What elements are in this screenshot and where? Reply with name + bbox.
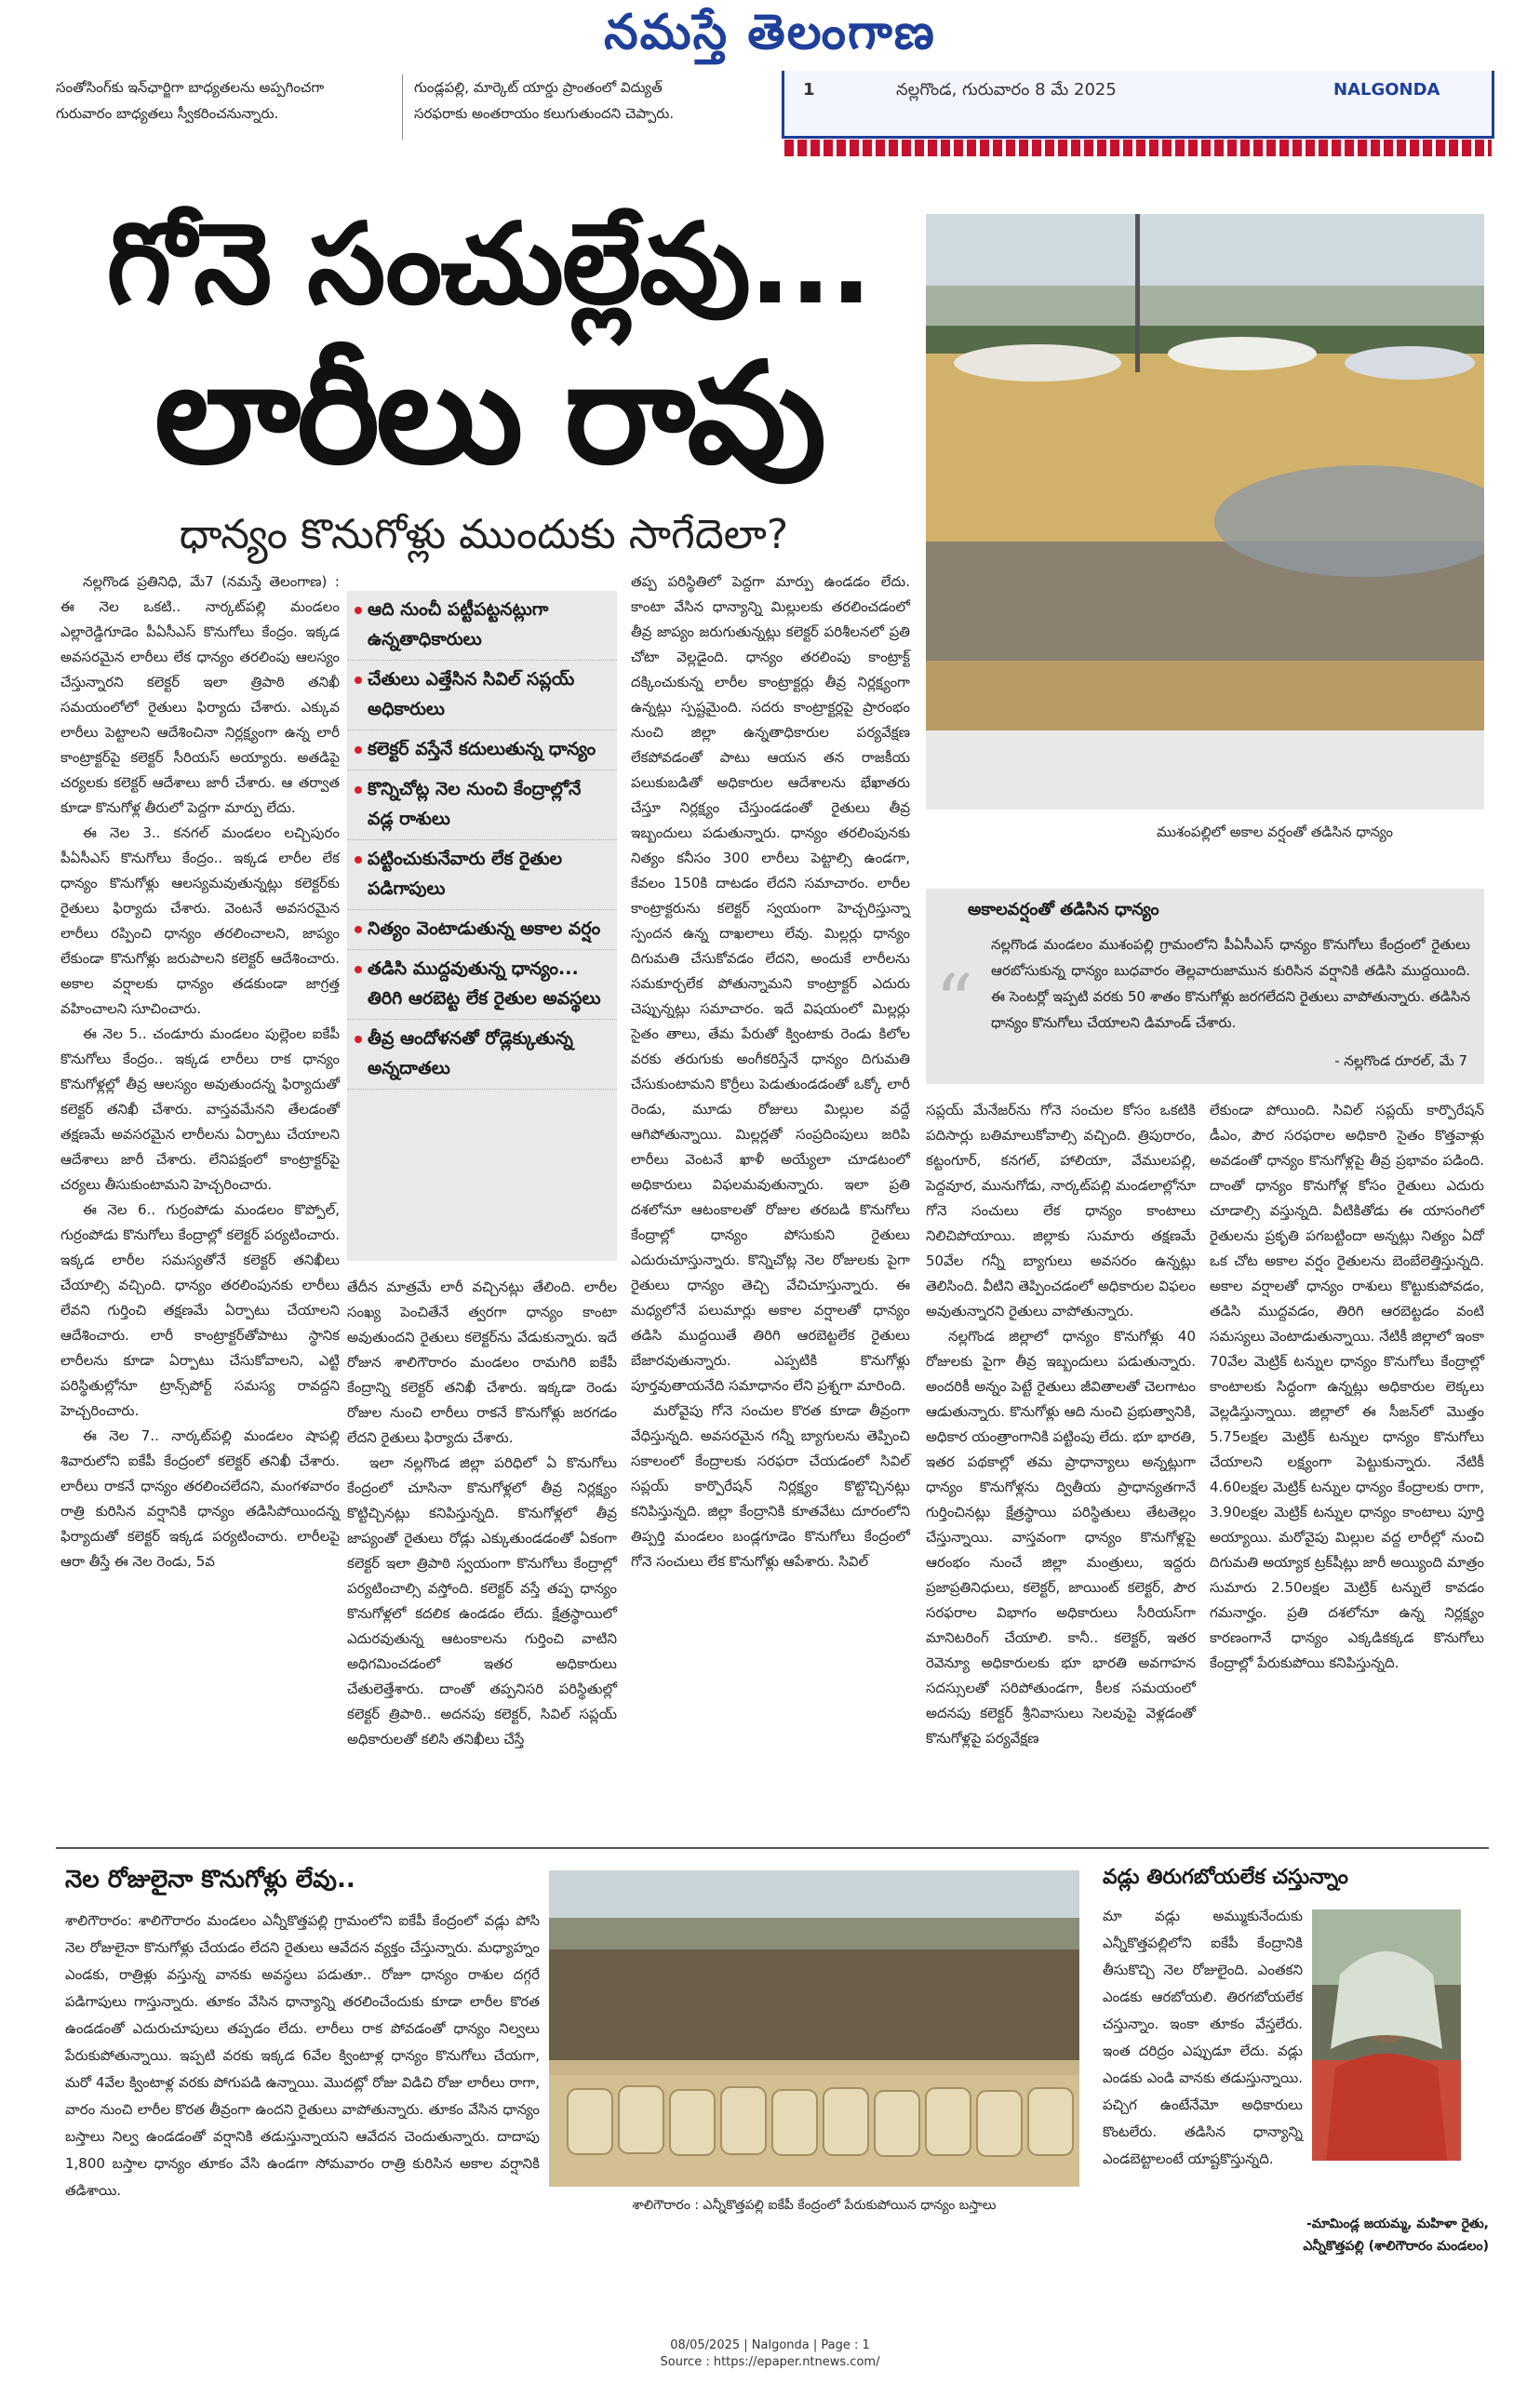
wet-grain-photo <box>926 214 1484 810</box>
quote-heading: అకాలవర్షంతో తడిసిన ధాన్యం <box>968 900 1159 919</box>
grain-bags-photo <box>549 1870 1079 2187</box>
column-divider <box>402 74 403 140</box>
bottom-story-heading: నెల రోజులైనా కొనుగోళ్లు లేవు.. <box>65 1866 355 1894</box>
top-strip-col-2 <box>414 74 749 127</box>
highlight-item: తీవ్ర ఆందోళనతో రోడ్లెక్కుతున్న అన్నదాతలు <box>347 1020 617 1090</box>
paragraph: తేదీన మాత్రమే లారీ వచ్చినట్లు తేలింది. లారీల సంఖ్య పెంచితేనే త్వరగా ధాన్యం కాంటా అవుతుందని రైతులు కలెక్టర్‌ను వేడుకున్నారు. ఇదే రోజున శాలిగౌరారం మండలం రామగిరి ఐకేపీ కేంద్రాన్ని కలెక్టర్ తనిఖీ చేశారు. ఇక్కడా రెండు రోజుల నుంచి లారీలు రాకనే కొనుగోళ్లు జరగడం లేదని రైతులు ఫిర్యాదు చేశారు. <box>347 1279 617 1446</box>
farmer-portrait <box>1312 1909 1461 2161</box>
bottom-story-body: శాలిగౌరారం: శాలిగౌరారం మండలం ఎన్నీకొత్తపల్లి గ్రామంలోని ఐకేపీ కేంద్రంలో వడ్లు పోసి నెల రోజులైనా కొనుగోళ్లు చేయడం లేదని రైతులు ఆవేదన వ్యక్తం చేస్తున్నారు. మధ్యాహ్నం ఎండకు, రాత్రిళ్లు వస్తున్న వానకు అవస్థలు పడుతూ.. రోజూ ధాన్యం రాశుల దగ్గరే పడిగాపులు గాస్తున్నారు. తూకం వేసిన ధాన్యాన్ని తరలించేందుకు కూడా లారీల కొరత ఉండడంతో ఎదురుచూపులు తప్పడం లేదు. లారీలు రాక పోవడంతో ధాన్యం నిల్వలు పేరుకుపోతున్నాయి. ఇప్పటి వరకు ఇక్కడ 6వేల క్వింటాళ్ల ధాన్యం కొనుగోలు చేయగా, మరో 4వేల క్వింటాళ్ల వరకు పోగుపడి ఉన్నాయి. మొదట్లో రోజు విడిచి రోజు లారీలు రాగా, వారం నుంచి లారీల కొరత తీవ్రంగా ఉందని రైతులు వాపోతున్నారు. తూకం వేసిన ధాన్యం బస్తాలు నిల్వ ఉండడంతో వర్షానికి తడుస్తున్నాయని ఆవేదన చెందుతున్నారు. దాదాపు 1,800 బస్తాల ధాన్యం తూకం వేసి ఉండగా సోమవారం రాత్రి కురిసిన అకాల వర్షానికి తడిశాయి. <box>65 1912 540 2199</box>
quote-body: నల్లగొండ మండలం ముశంపల్లి గ్రామంలోని పీఏసీఎస్ ధాన్యం కొనుగోలు కేంద్రంలో రైతులు ఆరబోసుకున్న ధాన్యం బుధవారం తెల్లవారుజామున కురిసిన వర్షానికి తడిసి ముద్దయింది. ఈ సెంటర్లో ఇప్పటి వరకు 50 శాతం కొనుగోళ్లు జరగలేదని రైతులు వాపోతున్నారు. తడిసిన ధాన్యం కొనుగోలు చేయాలని డిమాండ్ చేశారు. <box>991 936 1470 1031</box>
footer-date: 08/05/2025 | Nalgonda | Page : 1 <box>670 2338 870 2352</box>
top-strip-text: గుండ్లపల్లి, మార్కెట్ యార్డు ప్రాంతంలో విద్యుత్ <box>414 79 663 96</box>
article-column-1 <box>60 569 340 1574</box>
top-strip-text: సంతోసింగ్‌కు ఇన్‌ఛార్జిగా బాధ్యతలను అప్పగించగా <box>56 79 325 96</box>
highlight-item: పట్టించుకునేవారు లేక రైతుల పడిగాపులు <box>347 840 617 910</box>
top-strip-col-1 <box>56 74 372 127</box>
paragraph: సప్లయ్ మేనేజర్‌ను గోనె సంచుల కోసం ఒకటికి పదిసార్లు బతిమాలుకోవాల్సి వచ్చింది. త్రిపురారం, కట్టంగూర్, కనగల్, హాలియా, వేములపల్లి, పెద్దవూర, మునుగోడు, నార్కట్‌పల్లి మండలాల్లోనూ గోనె సంచులు లేక ధాన్యం కాంటాలు నిలిచిపోయాయి. జిల్లాకు సుమారు తక్షణమే 50వేల గన్నీ బ్యాగులు అవసరం ఉన్నట్లు తెలిసింది. వీటిని తెప్పించడంలో అధికారుల విఫలం అవుతున్నారని రైతులు వాపోతున్నారు. <box>926 1102 1196 1319</box>
highlight-item: కొన్నిచోట్ల నెల నుంచి కేంద్రాల్లోనే వడ్ల రాశులు <box>347 770 617 840</box>
headline <box>56 195 921 493</box>
subheadline: ధాన్యం కొనుగోళ్లు ముందుకు సాగేదెలా? <box>179 511 789 558</box>
top-strip-text: సరఫరాకు అంతరాయం కలుగుతుందని చెప్పారు. <box>414 105 675 122</box>
paragraph: ఈ నెల 7.. నార్కట్‌పల్లి మండలం షాపల్లి శివారులోని ఐకేపీ కేంద్రంలో కలెక్టర్ తనిఖీ చేశారు. లారీలు రాకనే ధాన్యం తరలించలేదని, మంగళవారం రాత్రి కురిసిన వర్షానికి ధాన్యం తడిసిపోయిందన్న ఫిర్యాదుతో కలెక్టర్ ఇక్కడ పర్యటించారు. లారీలపై ఆరా తీస్తే ఈ నెల రెండు, 5వ <box>60 1427 340 1570</box>
farmer-quote-body: మా వడ్లు అమ్ముకునేందుకు ఎన్నీకొత్తపల్లిలోని ఐకేపీ కేంద్రానికి తీసుకొచ్చి నెల రోజులైంది. ఎంతకని ఎండకు ఆరబోయలి. తిరగబోయలేక చస్తున్నాం. ఇంకా తూకం వేస్తలేరు. ఇంత దరిద్రం ఎప్పుడూ లేదు. వడ్లు ఎండకు ఎండి వానకు తడుస్తున్నాయి. పచ్చిగ ఉంటేనేమో అధికారులు కొంటలేరు. తడిసిన ధాన్యాన్ని ఎండబెట్టాలంటే యాష్టకొస్తున్నది. <box>1103 1908 1303 2167</box>
paragraph: ఈ నెల 3.. కనగల్ మండలం లచ్చిపురం పీఏసీఎస్ కొనుగోలు కేంద్రం.. ఇక్కడ లారీల లేక ధాన్యం కొనుగోళ్లు ఆలస్యమవుతున్నట్లు కలెక్టర్‌కు రైతులు ఫిర్యాదు చేశారు. వెంటనే అవసరమైన లారీలు రప్పించి ధాన్యం తరలించాలని, జాప్యం లేకుండా కొనుగోళ్లు జరుపాలని కలెక్టర్ ఆదేశించారు. అకాల వర్షాలకు ధాన్యం తడకుండా జాగ్రత్త వహించాలని సూచించారు. <box>60 824 340 1017</box>
highlights-box <box>347 591 617 1261</box>
highlight-item: ఆది నుంచీ పట్టీపట్టనట్లుగా ఉన్నతాధికారులు <box>347 591 617 661</box>
photo1-caption: ముశంపల్లిలో అకాల వర్షంతో తడిసిన ధాన్యం <box>1156 824 1393 840</box>
masthead <box>0 0 1540 65</box>
farmer-portrait-illustration <box>1312 1909 1461 2161</box>
highlight-item: కలెక్టర్ వస్తేనే కదులుతున్న ధాన్యం <box>347 730 617 770</box>
signature-line: ఎన్నీకొత్తపల్లి (శాలిగౌరారం మండలం) <box>1303 2239 1489 2254</box>
article-column-3 <box>631 569 910 1574</box>
quote-mark-icon: “ <box>935 958 973 1045</box>
newspaper-logo: నమస్తే తెలంగాణ <box>604 4 936 60</box>
article-column-4 <box>926 1098 1196 1751</box>
paragraph: ఇలా నల్లగొండ జిల్లా పరిధిలో ఏ కొనుగోలు కేంద్రంలో చూసినా కొనుగోళ్లలో తీవ్ర నిర్లక్ష్యం కొట్టిచ్చినట్లు కనిపిస్తున్నది. కొనుగోళ్లలో తీవ్ర జాప్యంతో రైతులు రోడ్లు ఎక్కుతుండడంతో ఏకంగా కలెక్టర్ ఇలా త్రిపాఠి స్వయంగా కొనుగోలు కేంద్రాల్లో పర్యటించాల్సి వస్తోంది. కలెక్టర్ వస్తే తప్ప ధాన్యం కొనుగోళ్లలో కదలిక ఉండడం లేదు. క్షేత్రస్థాయిలో ఎదురవుతున్న ఆటంకాలను గుర్తించి వాటిని అధిగమించడంలో ఇతర అధికారులు చేతులెత్తేశారు. దాంతో తప్పనిసరి పరిస్థితుల్లో కలెక్టర్ త్రిపాఠి.. అదనపు కలెక్టర్, సివిల్ సప్లయ్ అధికారులతో కలిసి తనిఖీలు చేస్తే <box>347 1454 617 1748</box>
farmer-quote-heading: వడ్లు తిరుగబోయలేక చస్తున్నాం <box>1103 1866 1348 1889</box>
highlight-item: చేతులు ఎత్తేసిన సివిల్ సప్లయ్ అధికారులు <box>347 661 617 730</box>
headline-line-1: గోనె సంచుల్లేవు... <box>106 200 871 329</box>
paragraph: మరోవైపు గోనె సంచుల కొరత కూడా తీవ్రంగా వేధిస్తున్నది. అవసరమైన గన్నీ బ్యాగులను తెప్పించి సకాలంలో కేంద్రాలకు సరఫరా చేయడంలో సివిల్ సప్లయ్ కార్పొరేషన్ నిర్లక్ష్యం కొట్టొచ్చినట్లు కనిపిస్తున్నది. జిల్లా కేంద్రానికి కూతవేటు దూరంలోని తిప్పర్తి మండలం బండ్లగూడెం కొనుగోలు కేంద్రంలో గోనె సంచులు లేక కొనుగోళ్లు ఆపేశారు. సివిల్ <box>631 1402 910 1570</box>
paragraph: నల్లగొండ జిల్లాలో ధాన్యం కొనుగోళ్లు 40 రోజులకు పైగా తీవ్ర ఇబ్బందులు పడుతున్నారు. అందరికీ అన్నం పెట్టే రైతులు జీవితాలతో చెలగాటం ఆడుతున్నారు. కొనుగోళ్లు ఆది నుంచి ప్రభుత్వానికి, అధికార యంత్రాంగానికి పట్టింపు లేదు. భూ భారతి, ఇతర పథకాల్లో తమ ప్రాధాన్యాలు అన్నట్లుగా ధాన్యం కొనుగోళ్లను ద్వితీయ ప్రాధాన్యతగానే గుర్తించినట్లు క్షేత్రస్థాయి పరిస్థితులు తేటతెల్లం చేస్తున్నాయి. వాస్తవంగా ధాన్యం కొనుగోళ్లపై ఆరంభం నుంచే జిల్లా మంత్రులు, ఇద్దరు ప్రజాప్రతినిధులు, కలెక్టర్, జాయింట్ కలెక్టర్, పౌర సరఫరాల విభాగం అధికారులు సీరియస్‌గా మానిటరింగ్ చేయాలి. కానీ.. కలెక్టర్, ఇతర రెవెన్యూ అధికారులకు భూ భారతి అవగాహన సదస్సులతో సరిపోతుండగా, కీలక సమయంలో అదనపు కలెక్టర్ శ్రీనివాసులు సెలవుపై వెళ్లడంతో కొనుగోళ్లపై పర్యవేక్షణ <box>926 1328 1196 1747</box>
paragraph: ఈ నెల 6.. గుర్రంపోడు మండలం కొప్పోల్, గుర్రంపోడు కొనుగోలు కేంద్రాల్లో కలెక్టర్ పర్యటించారు. ఇక్కడ లారీల సమస్యతోనే కలెక్టర్ తనిఖీలు చేయాల్సి వచ్చింది. ధాన్యం తరలింపునకు లారీలు లేవని గుర్తించి తక్షణమే ఏర్పాటు చేయాలని ఆదేశించారు. లారీ కాంట్రాక్టర్‌తోపాటు స్థానిక లారీలను కూడా ఏర్పాటు చేసుకోవాలని, ఎట్టి పరిస్థితుల్లోనూ ట్రాన్స్‌పోర్ట్ సమస్య రావద్దని హెచ్చరించారు. <box>60 1201 340 1419</box>
paragraph: ఈ నెల 5.. చండూరు మండలం పుల్లెంల ఐకేపీ కొనుగోలు కేంద్రం.. ఇక్కడ లారీలు రాక ధాన్యం కొనుగోళ్లల్లో తీవ్ర ఆలస్యం అవుతుందన్న ఫిర్యాదుతో కలెక్టర్ తనిఖీ చేశారు. వాస్తవమేనని తేలడంతో తక్షణమే అవసరమైన లారీలను ఏర్పాటు చేయాలని ఆదేశాలు జారీ చేశారు. లేనిపక్షంలో కాంట్రాక్టర్‌పై చర్యలు తీసుకుంటామని హెచ్చరించారు. <box>60 1025 340 1193</box>
dateline-stripes <box>784 140 1492 156</box>
dateline-box <box>782 71 1494 139</box>
footer-source: Source : https://epaper.ntnews.com/ <box>660 2355 880 2369</box>
farmer-signature <box>1154 2213 1489 2257</box>
top-strip <box>56 74 1489 158</box>
wet-grain-illustration <box>926 214 1484 810</box>
section-divider <box>56 1847 1489 1849</box>
highlight-item: నిత్యం వెంటాడుతున్న అకాల వర్షం <box>347 910 617 950</box>
paragraph: నల్లగొండ ప్రతినిధి, మే7 (నమస్తే తెలంగాణ) : ఈ నెల ఒకటి.. నార్కట్‌పల్లి మండలం ఎల్లారెడ్డిగూడెం పీఏసీఎస్ కొనుగోలు కేంద్రం. ఇక్కడ అవసరమైన లారీలు లేక ధాన్యం తరలింపు ఆలస్యం చేస్తున్నారని కలెక్టర్ ఇలా త్రిపాఠి తనిఖీ సమయంలోలో రైతులు ఫిర్యాదు చేశారు. ఎక్కువ లారీలు పెట్టాలని ఆదేశించినా నిర్లక్ష్యంగా ఉన్న లారీ కాంట్రాక్టర్‌పై కలెక్టర్ సీరియస్ అయ్యారు. అతడిపై చర్యలకు కలెక్టర్ ఆదేశాలు జారీ చేశారు. ఆ తర్వాత కూడా కొనుగోళ్ల తీరులో పెద్దగా మార్పు లేదు. <box>60 573 340 816</box>
dateline: నల్లగొండ, గురువారం 8 మే 2025 <box>896 80 1117 100</box>
quote-signature: - నల్లగొండ రూరల్, మే 7 <box>1334 1052 1467 1069</box>
edition-name: NALGONDA <box>1333 80 1440 100</box>
signature-line: -మామిండ్ల జయమ్మ, మహిళా రైతు, <box>1306 2217 1489 2231</box>
highlight-item: తడిసి ముద్దవుతున్న ధాన్యం... తిరిగి ఆరబెట్ట లేక రైతుల అవస్థలు <box>347 950 617 1020</box>
paragraph: లేకుండా పోయింది. సివిల్ సప్లయ్ కార్పొరేషన్ డీఎం, పౌర సరఫరాల అధికారి సైతం కొత్తవాళ్లు అవడంతో ధాన్యం కొనుగోళ్లపై తీవ్ర ప్రభావం పడింది. దాంతో ధాన్యం కొనుగోళ్ల కోసం రైతులు ఎదురు చూడాల్సి వస్తున్నది. వీటికితోడు ఈ యాసంగిలో రైతులను ప్రకృతి పగబట్టిందా అన్నట్లు నిత్యం ఏదో ఒక చోట అకాల వర్షం రైతులను బెంబేలెత్తిస్తున్నది. అకాల వర్షాలతో ధాన్యం రాశులు కొట్టుకుపోవడం, తడిసి ముద్దవడం, తిరిగి ఆరబెట్టడం వంటి సమస్యలు వెంటాడుతున్నాయి. నేటికీ జిల్లాలో ఇంకా 70వేల మెట్రిక్ టన్నుల ధాన్యం కొనుగోలు కేంద్రాల్లో కాంటాలకు సిద్ధంగా ఉన్నట్లు అధికారుల లెక్కలు వెల్లడిస్తున్నాయి. జిల్లాలో ఈ సీజన్‌లో మొత్తం 5.75లక్షల మెట్రిక్ టన్నుల ధాన్యం కొనుగోలు చేయాలని లక్ష్యంగా పెట్టుకున్నారు. నేటికీ 4.60లక్షల మెట్రిక్ టన్నుల ధాన్యం కేంద్రాలకు రాగా, 3.90లక్షల మెట్రిక్ టన్నుల ధాన్యం కాంటాలు పూర్తి అయ్యాయి. మరోవైపు మిల్లుల వద్ద లారీల్లో నుంచి దిగుమతి అయ్యాక ట్రక్‌షీట్లు జారీ అయ్యింది మాత్రం సుమారు 2.50లక్షల మెట్రిక్ టన్నులే కావడం గమనార్హం. ప్రతి దశలోనూ ఉన్న నిర్లక్ష్యం కారణంగానే ధాన్యం ఎక్కడికక్కడ కొనుగోలు కేంద్రాల్లో పేరుకుపోయి కనిపిస్తున్నది. <box>1210 1102 1484 1671</box>
grain-bags-illustration <box>549 1870 1079 2187</box>
top-strip-text: గురువారం బాధ్యతలు స్వీకరించనున్నారు. <box>56 105 279 122</box>
article-column-5 <box>1210 1098 1484 1676</box>
article-column-2 <box>347 1275 617 1752</box>
quote-box <box>926 889 1484 1084</box>
headline-line-2: లారీలు రావు <box>154 333 824 495</box>
page-footer <box>0 2337 1540 2371</box>
paragraph: తప్ప పరిస్థితిలో పెద్దగా మార్పు ఉండడం లేదు. కాంటా వేసిన ధాన్యాన్ని మిల్లులకు తరలించడంలో తీవ్ర జాప్యం జరుగుతున్నట్లు కలెక్టర్ పరిశీలనలో ప్రతి చోటా వెల్లడైంది. ధాన్యం తరలింపు కాంట్రాక్ట్ దక్కించుకున్న లారీల కాంట్రాక్టర్లు తీవ్ర నిర్లక్ష్యంగా ఉన్నట్లు స్పష్టమైంది. సదరు కాంట్రాక్టర్లపై ప్రారంభం నుంచి జిల్లా ఉన్నతాధికారుల పర్యవేక్షణ లేకపోవడంతో పాటు ఆయన తన రాజకీయ పలుకుబడితో అధికారుల ఆదేశాలను భేఖాతరు చేస్తూ నిర్లక్ష్యం చేస్తుండడంతో రైతులు తీవ్ర ఇబ్బందులు పడుతున్నారు. ధాన్యం తరలింపునకు నిత్యం కనీసం 300 లారీలు పెట్టాల్సి ఉండగా, కేవలం 150కి దాటడం లేదని సమాచారం. లారీల కాంట్రాక్టరును కలెక్టర్ స్వయంగా హెచ్చరిస్తున్నా స్పందన ఉన్న దాఖలాలు లేవు. మిల్లర్లు ధాన్యం దిగుమతి చేసుకోవడం లేదని, అందుకే లారీలను సమకూర్చలేక పోతున్నామని కాంట్రాక్టర్ ఎదురు చెప్పున్నట్లు సమాచారం. ఇదే విషయంలో మిల్లర్లు సైతం తాలు, తేమ పేరుతో క్వింటాకు రెండు కిలోల వరకు తరుగుకు అంగీకరిస్తేనే ధాన్యం దిగుమతి చేసుకుంటామని కొర్రీలు పెడుతుండడంతో ఒక్కో లారీ రెండు, మూడు రోజులు మిల్లుల వద్దే ఆగిపోతున్నాయి. మిల్లర్లతో సంప్రదింపులు జరిపి లారీలు వెంటనే ఖాళీ అయ్యేలా చూడటంలో అధికారులు విఫలమవుతున్నారు. ఇలా ప్రతి దశలోనూ ఆటంకాలతో రోజుల తరబడి కొనుగోలు కేంద్రాల్లో ధాన్యం పోసుకుని రైతులు ఎదురుచూస్తున్నారు. కొన్నిచోట్ల నెల రోజులకు పైగా రైతులు ధాన్యం తెచ్చి వేచిచూస్తున్నారు. ఈ మధ్యలోనే పలుమార్లు అకాల వర్షాలతో ధాన్యం తడిసి ముద్దయితే తిరిగి ఆరబెట్టలేక రైతులు బేజారవుతున్నారు. ఎప్పటికి కొనుగోళ్లు పూర్తవుతాయనేది సమాధానం లేని ప్రశ్నగా మారింది. <box>631 573 910 1394</box>
photo2-caption: శాలిగౌరారం : ఎన్నీకొత్తపల్లి ఐకేపీ కేంద్రంలో పేరుకుపోయిన ధాన్యం బస్తాలు <box>632 2198 997 2213</box>
page-number: 1 <box>803 80 815 100</box>
